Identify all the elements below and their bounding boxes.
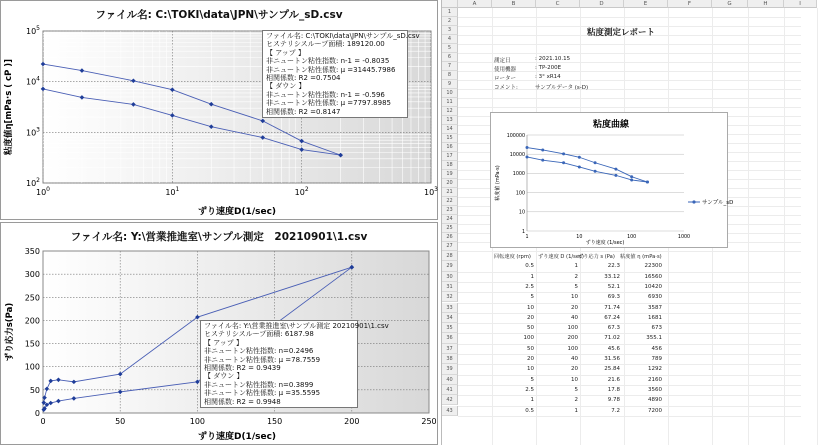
embed-data-point [562, 161, 565, 164]
embed-data-point [630, 175, 633, 178]
table-cell[interactable]: 69.3 [607, 294, 620, 301]
chart2-x-tick-label: 0 [40, 417, 46, 426]
row-header[interactable]: 1 [442, 8, 458, 17]
embed-legend-marker [692, 200, 695, 203]
row-gridline [458, 333, 801, 334]
legend-line: 非ニュートン粘性指数: n-1 = -0.596 [266, 90, 385, 99]
row-header[interactable]: 2 [442, 17, 458, 26]
embed-data-point [630, 178, 633, 181]
embed-title: 粘度曲線 [592, 120, 630, 130]
embed-xlabel: ずり速度 (1/sec) [585, 240, 625, 246]
legend-line: 相関係数: R2 = 0.9439 [204, 364, 281, 373]
table-cell[interactable]: 10 [527, 366, 534, 373]
row-header[interactable]: 21 [442, 188, 458, 197]
meta-value: : 3° xR14 [535, 74, 561, 80]
row-header[interactable]: 30 [442, 272, 458, 282]
embed-data-point [578, 156, 581, 159]
embed-y-tick-label: 1 [521, 229, 525, 235]
chart2-x-tick-label: 50 [115, 417, 126, 426]
row-header[interactable]: 34 [442, 313, 458, 323]
column-header[interactable]: F [668, 0, 712, 8]
chart2-y-tick-label: 0 [34, 409, 40, 418]
column-header[interactable]: D [580, 0, 624, 8]
table-cell[interactable]: 52.1 [607, 283, 620, 290]
row-gridline [458, 364, 801, 365]
row-header[interactable]: 38 [442, 354, 458, 364]
embed-data-point [594, 170, 597, 173]
row-header[interactable]: 6 [442, 53, 458, 62]
row-header[interactable]: 18 [442, 161, 458, 170]
legend-line: 非ニュートン粘性指数: n=0.2496 [204, 347, 314, 356]
chart2-ylabel: ずり応力s(Pa) [5, 302, 15, 362]
table-cell[interactable]: 1 [574, 407, 578, 414]
row-gridline [458, 385, 801, 386]
row-gridline [458, 107, 801, 108]
meta-label: コメント: [494, 85, 518, 91]
table-cell[interactable]: 2.5 [525, 386, 534, 393]
chart1-y-tick-label: $10^5$ [25, 25, 40, 36]
legend-line: 相関係数: R2 =0.8147 [266, 107, 341, 116]
row-gridline [458, 303, 801, 304]
chart2-x-tick-label: 150 [266, 417, 283, 426]
row-header[interactable]: 20 [442, 179, 458, 188]
row-gridline [458, 282, 801, 283]
table-cell[interactable]: 22.3 [607, 263, 620, 270]
table-cell[interactable]: 7.2 [611, 407, 620, 414]
table-cell[interactable]: 16560 [644, 273, 662, 280]
chart2-xlabel: ずり速度D(1/sec) [197, 432, 277, 442]
table-cell[interactable]: 4890 [648, 397, 662, 404]
row-header[interactable]: 15 [442, 134, 458, 143]
table-cell[interactable]: 40 [571, 356, 578, 362]
row-header[interactable]: 14 [442, 125, 458, 134]
embed-data-point [614, 174, 617, 177]
embed-plot-area [527, 135, 684, 231]
row-header[interactable]: 11 [442, 98, 458, 107]
table-cell[interactable]: 10 [571, 294, 578, 301]
row-header[interactable]: 4 [442, 35, 458, 44]
embed-y-tick-label: 100000 [506, 133, 525, 139]
embed-y-tick-label: 100 [515, 191, 525, 197]
row-gridline [458, 323, 801, 324]
table-header-cell[interactable]: ずり応力 s (Pa) [578, 254, 615, 260]
column-header[interactable]: C [536, 0, 580, 8]
chart2-y-tick-label: 150 [24, 339, 40, 349]
sheet-corner[interactable] [442, 0, 458, 8]
table-cell[interactable]: 20 [527, 356, 534, 362]
embedded-chart-svg [491, 113, 734, 247]
row-gridline [458, 344, 801, 345]
column-gridline [748, 8, 749, 445]
row-gridline [458, 53, 801, 54]
table-cell[interactable]: 2 [574, 397, 578, 404]
legend-line: 相関係数: R2 = 0.9948 [204, 397, 281, 406]
row-header[interactable]: 8 [442, 71, 458, 80]
table-cell[interactable]: 1681 [648, 314, 662, 321]
row-header[interactable]: 31 [442, 282, 458, 292]
column-header[interactable]: B [492, 0, 536, 8]
legend-line: 非ニュートン粘性指数: n=0.3899 [204, 380, 314, 389]
meta-label: 測定日 [494, 58, 511, 64]
embed-legend-label: サンプル_sD [702, 200, 734, 206]
row-gridline [458, 98, 801, 99]
row-header[interactable]: 42 [442, 395, 458, 405]
chart2-x-tick-label: 200 [344, 417, 360, 426]
chart2-y-tick-label: 100 [24, 362, 40, 372]
meta-value: : TP-200E [535, 65, 562, 71]
table-cell[interactable]: 456 [651, 345, 662, 352]
column-gridline [784, 8, 785, 445]
legend-line: 【 ダウン 】 [204, 372, 244, 381]
embed-x-tick-label: 100 [627, 235, 637, 240]
table-cell[interactable]: 7200 [648, 407, 662, 414]
row-header[interactable]: 39 [442, 364, 458, 374]
row-header[interactable]: 32 [442, 292, 458, 302]
row-gridline [458, 44, 801, 45]
table-cell[interactable]: 100 [567, 345, 578, 352]
row-header[interactable]: 41 [442, 385, 458, 395]
table-cell[interactable]: 50 [527, 345, 534, 352]
row-header[interactable]: 9 [442, 80, 458, 89]
table-cell[interactable]: 71.02 [604, 335, 620, 342]
table-header-cell[interactable]: 粘度値 η (mPa·s) [620, 254, 662, 260]
table-cell[interactable]: 5 [574, 283, 578, 290]
table-cell[interactable]: 673 [651, 325, 662, 332]
row-header[interactable]: 40 [442, 375, 458, 385]
table-cell[interactable]: 1292 [648, 366, 662, 373]
row-header[interactable]: 16 [442, 143, 458, 152]
table-cell[interactable]: 0.5 [525, 263, 534, 270]
table-cell[interactable]: 1 [574, 263, 578, 270]
table-cell[interactable]: 2.5 [525, 283, 534, 290]
chart2-y-tick-label: 250 [24, 293, 40, 303]
legend-line: ヒステリシスループ面積: 6187.98 [204, 330, 314, 339]
embed-x-tick-label: 1000 [677, 235, 691, 240]
table-cell[interactable]: 50 [527, 325, 534, 332]
chart2-y-tick-label: 300 [24, 270, 40, 280]
table-header-cell[interactable]: 回転速度 (rpm) [494, 254, 531, 260]
legend-line: 非ニュートン粘性係数: μ =78.7559 [204, 355, 321, 364]
table-cell[interactable]: 10 [571, 376, 578, 383]
meta-value: サンプルデータ (s-D) [535, 85, 589, 91]
row-gridline [458, 354, 801, 355]
legend-line: 【 ダウン 】 [266, 82, 306, 91]
row-gridline [458, 395, 801, 396]
row-header[interactable]: 13 [442, 116, 458, 125]
row-header[interactable]: 22 [442, 197, 458, 206]
chart1-ylabel: 粘度値η[mPa·s ( cP )] [4, 58, 14, 156]
table-cell[interactable]: 789 [651, 356, 662, 362]
table-cell[interactable]: 10420 [644, 283, 662, 290]
table-cell[interactable]: 20 [527, 314, 534, 321]
row-header[interactable]: 19 [442, 170, 458, 179]
row-header[interactable]: 5 [442, 44, 458, 53]
column-header[interactable]: E [624, 0, 668, 8]
row-gridline [458, 375, 801, 376]
chart1-x-tick-label: $10^2$ [294, 186, 309, 197]
chart2-y-tick-label: 350 [24, 247, 40, 256]
table-cell[interactable]: 5 [530, 294, 534, 301]
table-header-cell[interactable]: ずり速度 D (1/sec) [538, 254, 584, 260]
chart1-y-tick-label: $10^4$ [25, 75, 40, 87]
chart1-x-tick-label: $10^0$ [35, 186, 51, 197]
table-cell[interactable]: 2160 [648, 376, 662, 383]
table-cell[interactable]: 2 [574, 273, 578, 280]
table-cell[interactable]: 67.24 [604, 314, 620, 321]
embed-data-point [541, 148, 544, 151]
row-header[interactable]: 37 [442, 344, 458, 354]
chart2-legend-box [200, 320, 389, 408]
meta-label: 使用機器 [494, 67, 517, 73]
row-header[interactable]: 33 [442, 303, 458, 313]
chart2-y-tick-label: 50 [29, 385, 40, 395]
table-cell[interactable]: 40 [571, 314, 578, 321]
table-cell[interactable]: 71.74 [604, 304, 620, 311]
row-header[interactable]: 24 [442, 215, 458, 224]
table-cell[interactable]: 25.84 [604, 366, 620, 373]
row-header[interactable]: 35 [442, 323, 458, 333]
chart2-y-tick-label: 200 [24, 316, 40, 326]
chart1-y-tick-label: $10^2$ [25, 177, 40, 188]
shear-stress-chart-panel [0, 222, 438, 445]
chart2-x-tick-label: 250 [421, 417, 437, 426]
row-header[interactable]: 12 [442, 107, 458, 116]
embed-y-tick-label: 1000 [512, 172, 525, 178]
table-cell[interactable]: 5 [574, 386, 578, 393]
embed-data-point [562, 152, 565, 155]
row-header[interactable]: 28 [442, 251, 458, 261]
row-header[interactable]: 27 [442, 242, 458, 251]
legend-line: 非ニュートン粘性係数: μ =35.5595 [204, 389, 321, 398]
table-cell[interactable]: 100 [567, 325, 578, 332]
legend-line: 【 アップ 】 [204, 338, 243, 347]
legend-line: 【 アップ 】 [266, 48, 305, 57]
meta-label: ローター [494, 76, 517, 82]
legend-line: 非ニュートン粘性指数: n-1 = -0.8035 [266, 57, 390, 66]
row-header[interactable]: 10 [442, 89, 458, 98]
row-header[interactable]: 36 [442, 333, 458, 343]
chart2-title: ファイル名: Y:\営業推進室\サンプル測定 20210901\1.csv [70, 231, 368, 243]
table-cell[interactable]: 20 [571, 304, 578, 311]
embed-data-point [594, 161, 597, 164]
column-header[interactable]: H [748, 0, 784, 8]
row-header[interactable]: 17 [442, 152, 458, 161]
column-header[interactable]: A [458, 0, 492, 8]
chart1-xlabel: ずり速度D(1/sec) [197, 207, 277, 217]
embed-x-tick-label: 1 [525, 235, 529, 240]
legend-line: ヒステリシスループ面積: 189120.00 [266, 40, 385, 49]
row-gridline [458, 406, 801, 407]
legend-line: 相関係数: R2 =0.7504 [266, 74, 341, 83]
embed-data-point [541, 159, 544, 162]
embed-y-tick-label: 10 [518, 210, 525, 216]
legend-line: ファイル名: C:\TOKI\data\JPN\サンプル_sD.csv [266, 32, 420, 40]
embed-ylabel: 粘度値 (mPa·s) [495, 165, 501, 201]
row-gridline [458, 313, 801, 314]
embed-data-point [526, 155, 529, 158]
meta-value: : 2021.10.15 [535, 56, 571, 62]
table-cell[interactable]: 1 [530, 273, 534, 280]
column-header[interactable]: G [712, 0, 748, 8]
table-cell[interactable]: 100 [523, 335, 534, 342]
table-cell[interactable]: 31.56 [604, 356, 620, 362]
chart1-title: ファイル名: C:\TOKI\data\JPN\サンプル_sD.csv [95, 9, 343, 21]
chart1-y-tick-label: $10^3$ [25, 126, 40, 138]
row-gridline [458, 17, 801, 18]
table-cell[interactable]: 3587 [648, 304, 662, 311]
table-cell[interactable]: 22300 [644, 263, 662, 270]
row-header[interactable]: 25 [442, 224, 458, 233]
embed-data-point [646, 181, 649, 184]
row-header[interactable]: 7 [442, 62, 458, 71]
table-cell[interactable]: 0.5 [525, 407, 534, 414]
row-gridline [458, 292, 801, 293]
row-gridline [458, 416, 801, 417]
table-cell[interactable]: 1 [530, 397, 534, 404]
row-header[interactable]: 43 [442, 406, 458, 416]
chart1-x-tick-label: $10^1$ [165, 186, 180, 197]
row-header[interactable]: 29 [442, 261, 458, 271]
table-cell[interactable]: 33.12 [604, 273, 620, 280]
row-gridline [458, 251, 801, 252]
table-cell[interactable]: 21.6 [607, 376, 620, 383]
embedded-viscosity-chart[interactable] [490, 112, 734, 248]
table-cell[interactable]: 200 [567, 335, 578, 342]
table-cell[interactable]: 6930 [648, 294, 662, 301]
table-cell[interactable]: 9.78 [607, 397, 620, 404]
embed-data-point [526, 146, 529, 149]
embed-x-tick-label: 10 [576, 235, 583, 240]
row-header[interactable]: 3 [442, 26, 458, 35]
row-header[interactable]: 26 [442, 233, 458, 242]
chart1-legend-box [262, 30, 420, 118]
legend-line: 非ニュートン粘性係数: μ =7797.8985 [266, 99, 391, 108]
viscosity-chart-panel [0, 0, 438, 220]
table-cell[interactable]: 10 [527, 304, 534, 311]
table-cell[interactable]: 20 [571, 366, 578, 373]
table-cell[interactable]: 5 [530, 376, 534, 383]
chart1-x-tick-label: $10^3$ [423, 186, 439, 197]
row-gridline [458, 272, 801, 273]
column-header[interactable]: I [784, 0, 817, 8]
embed-data-point [614, 168, 617, 171]
embed-y-tick-label: 10000 [509, 153, 525, 158]
legend-line: ファイル名: Y:\営業推進室\サンプル測定 20210901\1.csv [204, 322, 389, 330]
row-header[interactable]: 23 [442, 206, 458, 215]
embed-data-point [578, 165, 581, 168]
table-cell[interactable]: 45.6 [607, 345, 620, 352]
table-cell[interactable]: 355.1 [646, 335, 662, 342]
table-cell[interactable]: 67.3 [607, 325, 620, 332]
legend-line: 非ニュートン粘性係数: μ =31445.7986 [266, 65, 396, 74]
table-cell[interactable]: 3560 [648, 386, 662, 393]
chart2-x-tick-label: 100 [189, 417, 206, 426]
table-cell[interactable]: 17.8 [607, 386, 620, 393]
report-title: 粘度測定レポート [587, 28, 656, 38]
